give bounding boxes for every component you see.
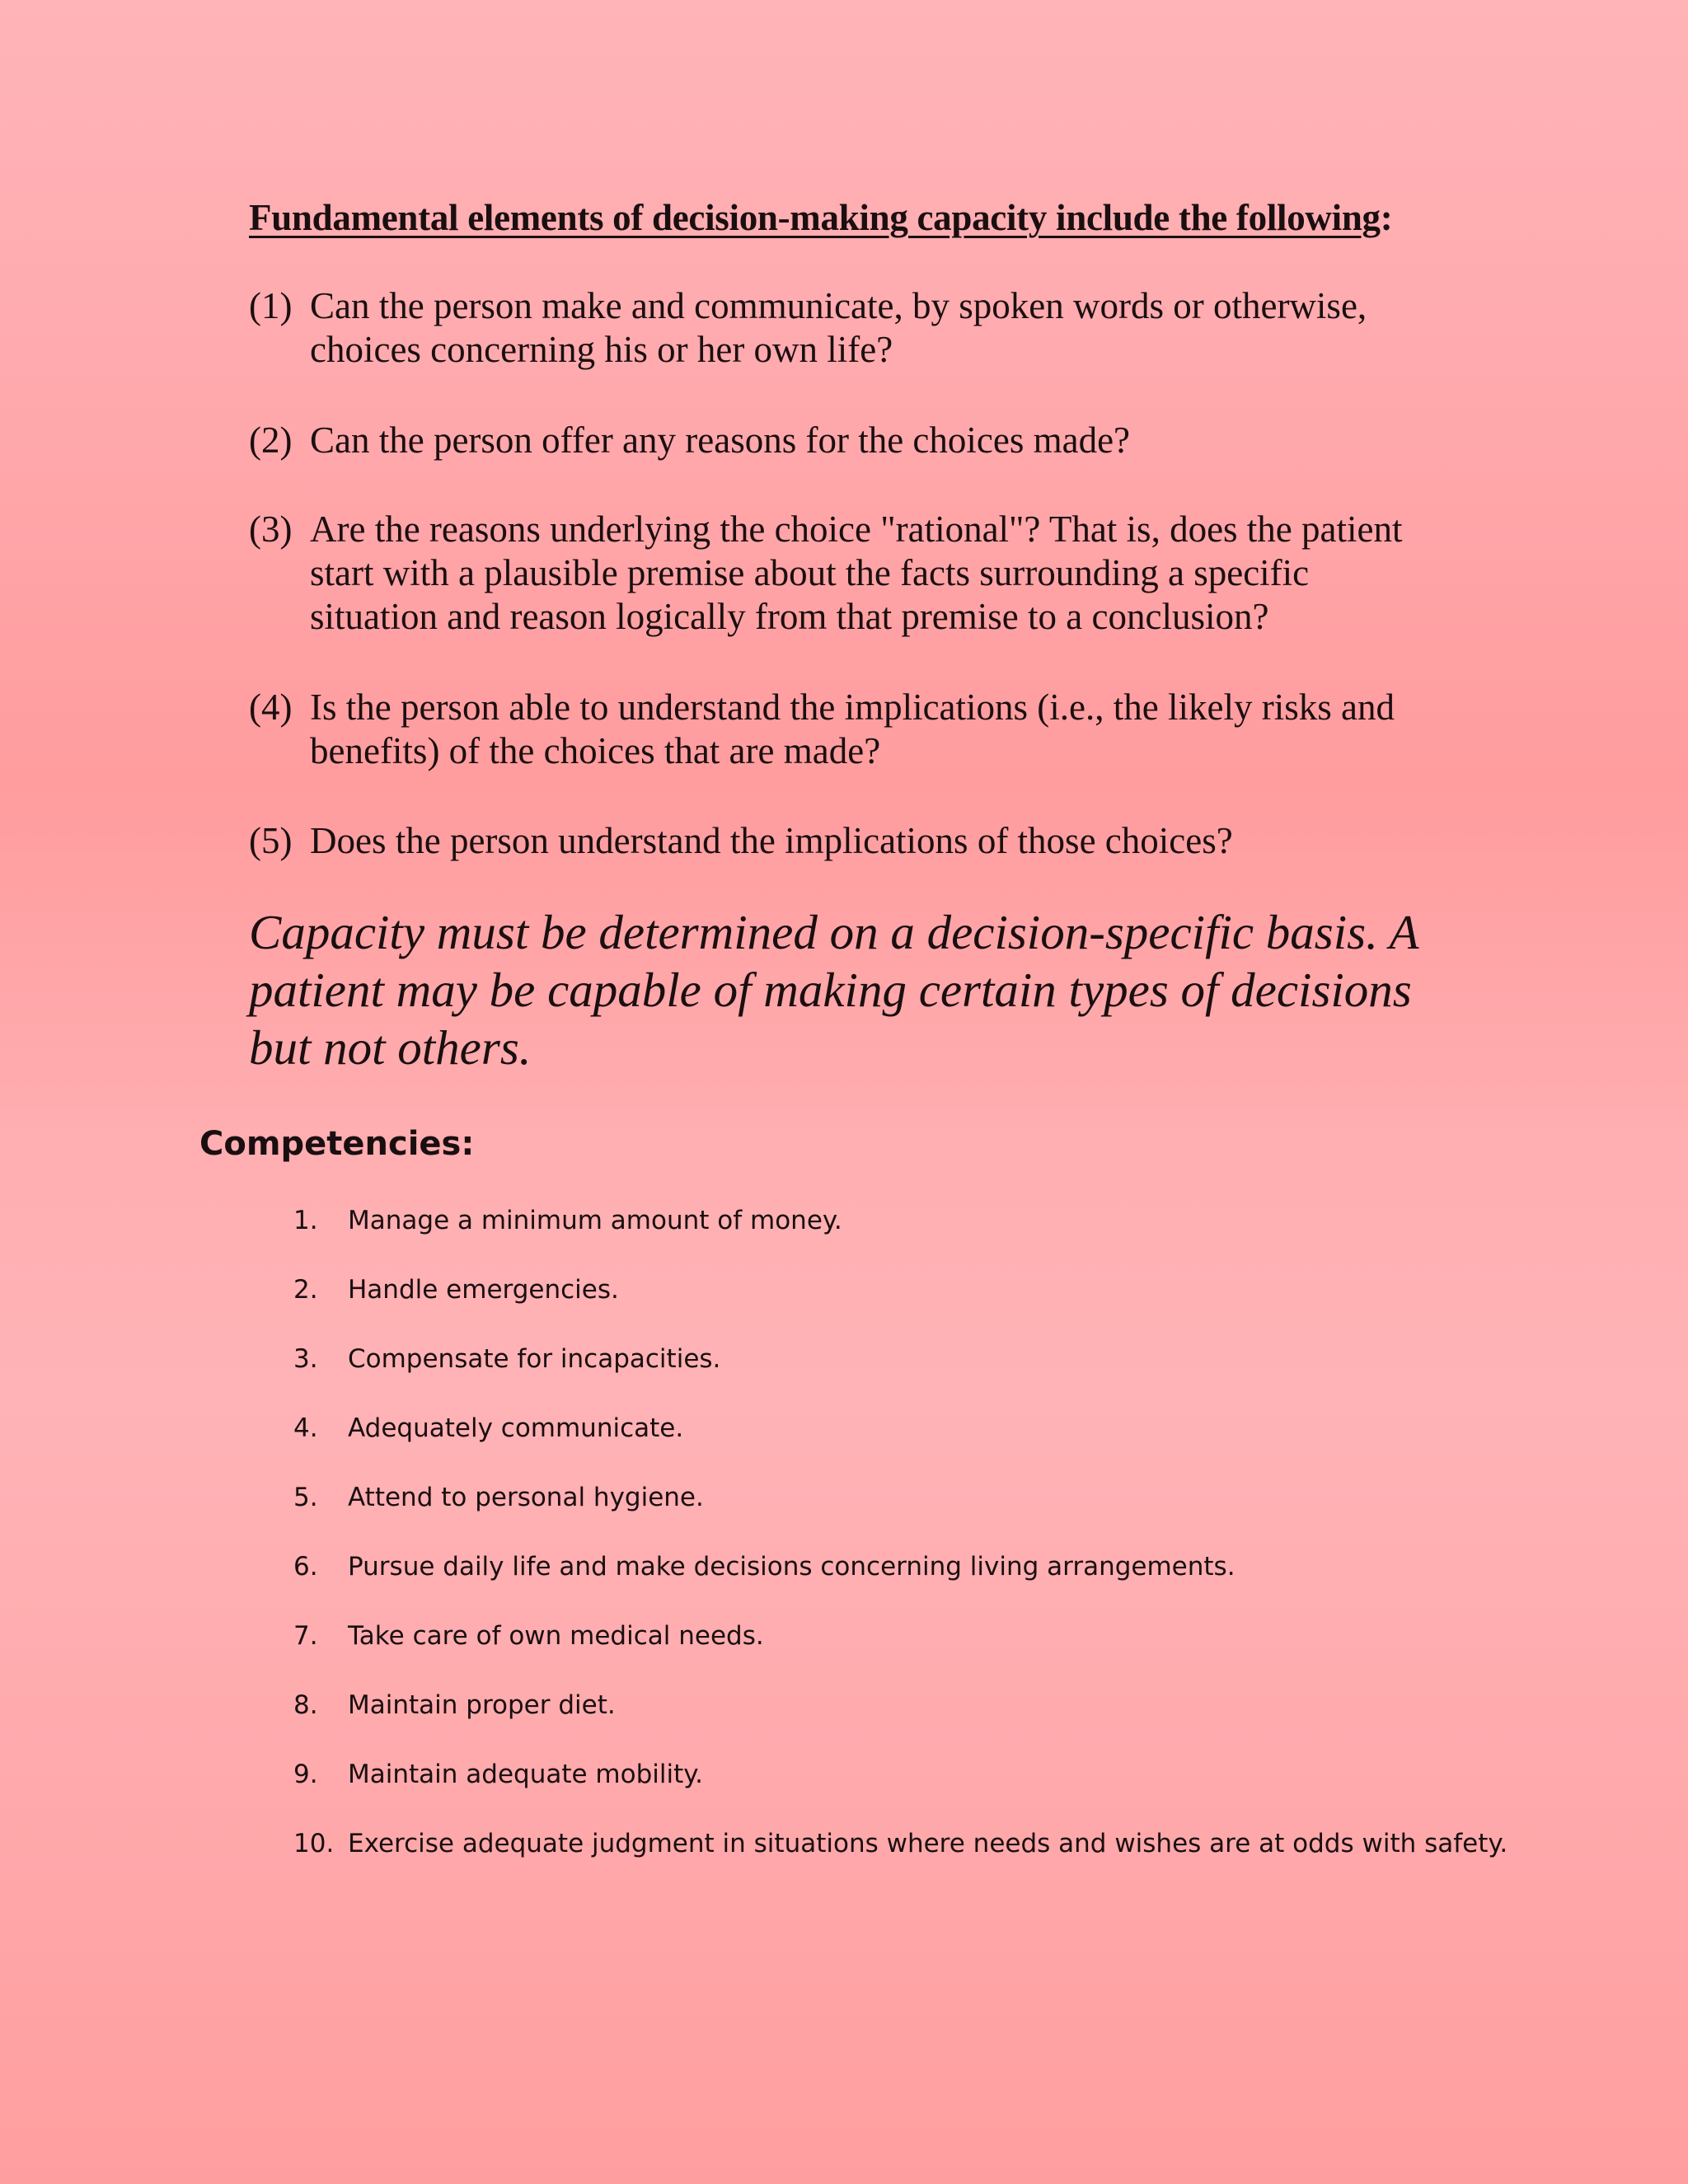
heading-colon: :: [1380, 197, 1393, 238]
list-item-text: Compensate for incapacities.: [348, 1344, 721, 1374]
list-item-text: Maintain adequate mobility.: [348, 1760, 704, 1789]
question-text-line: Can the person make and communicate, by spoken words or otherwise,: [310, 285, 1367, 326]
question-number: (5): [249, 820, 293, 861]
question-5: [249, 819, 1461, 863]
question-number: (3): [249, 509, 293, 550]
list-item-number: 10.: [293, 1829, 335, 1858]
list-item-number: 9.: [293, 1760, 318, 1789]
question-text-line: situation and reason logically from that premise to a conclusion?: [310, 596, 1269, 637]
list-item-number: 4.: [293, 1413, 318, 1443]
list-item-number: 2.: [293, 1275, 318, 1305]
list-item-number: 8.: [293, 1690, 318, 1720]
capacity-note-line: Capacity must be determined on a decision-specific basis. A: [249, 905, 1419, 959]
question-number: (2): [249, 419, 293, 461]
question-number: (1): [249, 285, 293, 326]
capacity-note: [249, 903, 1485, 1076]
list-item-number: 6.: [293, 1552, 318, 1582]
list-item-text: Attend to personal hygiene.: [348, 1483, 704, 1512]
list-item-number: 1.: [293, 1206, 318, 1235]
question-text-line: Is the person able to understand the implications (i.e., the likely risks and: [310, 687, 1395, 728]
list-item-text: Take care of own medical needs.: [348, 1621, 764, 1651]
list-item-text: Pursue daily life and make decisions concerning living arrangements.: [348, 1552, 1236, 1582]
list-item-text: Manage a minimum amount of money.: [348, 1206, 842, 1235]
question-3: [249, 508, 1461, 639]
question-4: [249, 686, 1461, 773]
question-text-line: start with a plausible premise about the facts surrounding a specific: [310, 552, 1310, 593]
heading-text: Fundamental elements of decision-making capacity include the following: [249, 197, 1381, 238]
question-text-line: Does the person understand the implications of those choices?: [310, 820, 1233, 861]
question-text-line: Are the reasons underlying the choice "rational"? That is, does the patient: [310, 509, 1403, 550]
question-number: (4): [249, 687, 293, 728]
question-text-line: benefits) of the choices that are made?: [310, 730, 881, 771]
list-item-text: Adequately communicate.: [348, 1413, 684, 1443]
section-heading: [249, 196, 1392, 239]
capacity-note-line: patient may be capable of making certain types of decisions: [249, 963, 1412, 1017]
list-item-number: 5.: [293, 1483, 318, 1512]
list-item-text: Maintain proper diet.: [348, 1690, 616, 1720]
list-item-text: Handle emergencies.: [348, 1275, 619, 1305]
question-1: [249, 284, 1461, 372]
question-text-line: choices concerning his or her own life?: [310, 329, 893, 370]
question-2: [249, 419, 1461, 462]
list-item-text: Exercise adequate judgment in situations where needs and wishes are at odds with safety.: [348, 1829, 1508, 1858]
competencies-title: Competencies:: [199, 1125, 475, 1163]
capacity-note-line: but not others.: [249, 1020, 532, 1075]
list-item-number: 7.: [293, 1621, 318, 1651]
list-item-number: 3.: [293, 1344, 318, 1374]
question-text-line: Can the person offer any reasons for the choices made?: [310, 419, 1131, 461]
